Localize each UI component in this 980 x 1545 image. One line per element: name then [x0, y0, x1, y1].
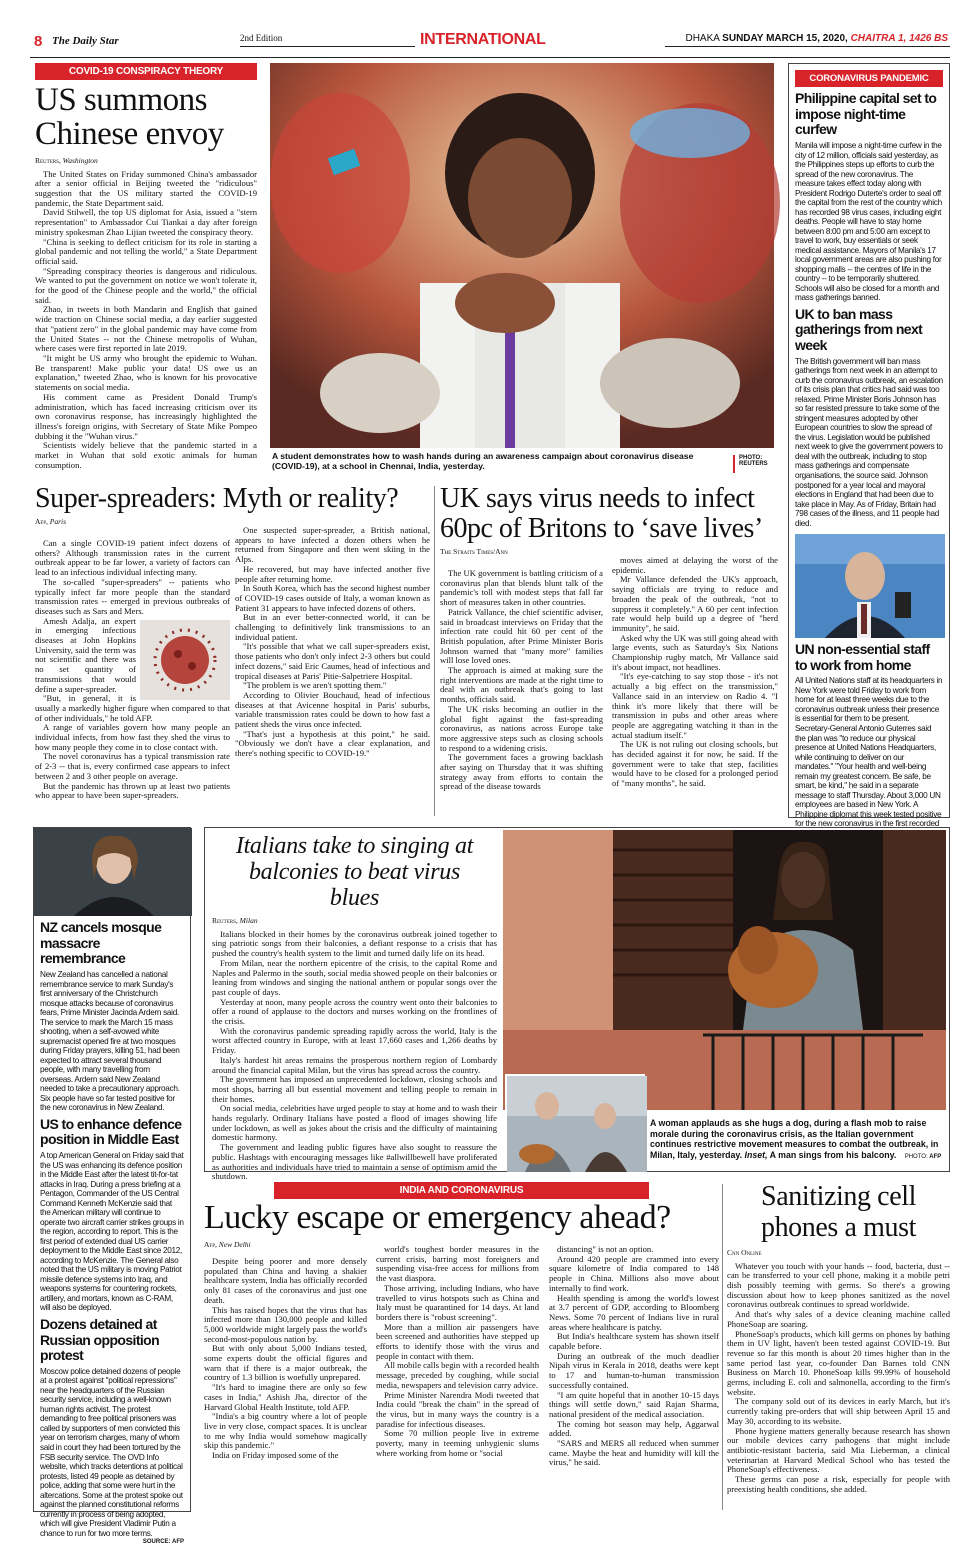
milan-photo-illustration — [503, 830, 946, 1110]
un-staff-headline: UN non-essential staff to work from home — [795, 641, 930, 673]
india-col1: Despite being poorer and more densely populated than China and having a shakier healthcare system, India has officially recorded only 81 cases of the coronavirus and just one death. This has raised hopes that the virus that has infected more than 130,000 people and killed 5,000 worldwide might largely pass the world's second-most-populous nation by. But with only about 5,000 Indians tested, some experts doubt the official figures and warn that if there is a major outbreak, the country of 1.3 billion is woefully unprepared. "It's hard to imagine there are only so few cases in India," Ashish Jha, director of the Harvard Global Health Institute, told AFP. "India's a big country where a lot of people live in very close, compact spaces. It is unclear to me why India would somehow magically skip this pandemic." India on Friday imposed some of the — [204, 1256, 367, 1461]
singer-inset-photo — [505, 1074, 645, 1170]
nz-mosque-headline: NZ cancels mosque massacre remembrance — [40, 919, 162, 967]
page-number: 8 — [34, 33, 43, 50]
guterres-photo-illustration — [795, 534, 945, 638]
uk-virus-headline: UK says virus needs to infect 60pc of Britons to ‘save lives’ — [440, 483, 763, 544]
ardern-photo — [34, 828, 190, 916]
uk-virus-col2: moves aimed at delaying the worst of the epidemic. Mr Vallance defended the UK's approach, saying officials are trying to reduce and broaden the peak of the outbreak, "not to suppress it completely." A 60 per cent infection rate would help build up a degree of "herd immunity", he said. Asked why the UK was still going ahead with large events, such as Saturday's Six Nations Championship rugby match, Mr Vallance said it's about impact, not headlines. "It's eye-catching to say stop those - it's not actually a big effect on the transmission," Vallance said in an interview on Radio 4. "I think it's more likely that there will be transmission in pubs and other areas where people are aggregating watching it than in the actual stadium itself." The UK is not ruling out closing schools, but has decided against it for now, he said. If the government were to take that step, facilities would have to be closed for a prolonged period of "many months", he said. — [612, 555, 779, 789]
russia-protest-headline: Dozens detained at Russian opposition protest — [40, 1315, 160, 1364]
dateline-bangla: CHAITRA 1, 1426 BS — [850, 33, 948, 44]
chennai-handwash-photo — [270, 63, 774, 448]
india-col2: world's toughest border measures in the current crisis, barring most foreigners and suspending visa-free access for millions from the vast diaspora. Those arriving, including Indians, who have travelled to virus hotspots such as China and Italy must be quarantined for 14 days. At land borders there is "robust screening". More than a million air passengers have been screened and authorities have stepped up efforts to identify those with the virus and people in contact with them. All mobile calls begin with a recorded health message, preceded by coughing, while social media, newspapers and television carry advice. Prime Minister Narendra Modi tweeted that India could "break the chain" in the spread of the virus, but in many ways the country is a paradise for infectious diseases. Some 70 million people live in extreme poverty, many in teeming unhygienic slums where working from home or "social — [376, 1244, 539, 1458]
us-china-headline: US summons Chinese envoy — [35, 82, 224, 153]
super-spreaders-headline: Super-spreaders: Myth or reality? — [35, 483, 399, 514]
phones-story — [727, 1182, 950, 1514]
italians-headline: Italians take to singing at balconies to beat virus blues — [235, 833, 474, 911]
singer-photo-illustration — [507, 1076, 647, 1172]
india-story — [204, 1182, 719, 1514]
header-rule-left — [240, 46, 415, 47]
chennai-photo-illustration — [270, 63, 774, 448]
right-sidebar — [788, 63, 950, 829]
dateline-city: DHAKA — [685, 33, 720, 44]
masthead-logo: The Daily Star — [52, 35, 119, 47]
vertical-divider-1 — [434, 486, 435, 816]
us-defence-text: A top American General on Friday said that the US was enhancing its defence position in the Middle East after the latest tit-for-tat attacks in Iraq. During a press briefing at a Pentagon, Commander of the US Central Command Kenneth McKenzie said that the American military will continue to operate two aircraft carrier strikes groups in the region, according to report. This is the first period of extended dual US carrier deployment to the Middle East since 2012, according to McKenzie. The General also noted that the US military is moving Patriot missile defence systems into Iraq, and weapons systems for countering rockets, artillery, and mortars, known as C-RAM, will also be deployed. — [40, 1151, 184, 1313]
india-kicker: INDIA AND CORONAVIRUS — [274, 1182, 649, 1199]
us-china-kicker: COVID-19 CONSPIRACY THEORY — [35, 63, 257, 80]
us-china-byline: Reuters, Washington — [35, 155, 98, 165]
left-sidebar — [33, 827, 191, 1545]
us-china-story — [35, 63, 257, 473]
chennai-photo-caption: A student demonstrates how to wash hands during an awareness campaign about coronavirus disease (COVID-19), at a school in Chennai, India, yesterday. — [272, 451, 694, 472]
super-spreaders-byline: Afp, Paris — [35, 517, 66, 527]
header-bottom-rule — [30, 57, 950, 58]
italians-body: Italians blocked in their homes by the coronavirus outbreak joined together to sing patriotic songs from their balconies, a defiant response to a crisis that has pushed the country's health system to the limit and turned daily life on its head. From Milan, near the northern epicentre of the crisis, to the capital Rome and Naples and Palermo in the south, social media showed people on their balconies or leaning from windows and singing the national anthem or popular songs over the past couple of days. Yesterday at noon, many people across the country went onto their balconies to offer a round of applause to the doctors and nurses working on the frontlines of the crisis. With the coronavirus pandemic spreading rapidly across the world, Italy is the worst affected country in Europe, with at least 17,660 cases and 1,266 deaths by Friday. Italy's hardest hit areas remains the prosperous northern region of Lombardy around the financial capital Milan, but the virus has spread across the country. The government has imposed an unprecedented lockdown, closing schools and most shops, barring all but essential movement and telling people to remain in their homes. On social media, celebrities have urged people to stay at home and to wash their hands regularly. Ordinary Italians have posted a flood of images showing life under lockdown, as well as jokes about the crisis and the difficulty of maintaining domestic harmony. The government and leading public figures have also sought to reassure the public. Hashtags with encouraging messages like #allwillbewell have proliferated as authorities and individuals have tried to maintain a sense of optimism amid the shutdown. — [212, 928, 497, 1182]
uk-gatherings-headline: UK to ban mass gatherings from next week — [795, 305, 923, 354]
uk-gatherings-text: The British government will ban mass gatherings from next week in an attempt to curb the coronavirus outbreak, an escalation of its crisis plan that critics had said was too relaxed. Prime Minister Boris Johnson has so far resisted pressure to take some of the stringent measures adopted by other European countries to slow the spread of the virus. Legislation would be published next week to give the government powers to deal with the outbreak, including to stop mass gatherings and compensate organisations, the source said. Johnson postponed for a year local and mayoral elections in England that had been due to take place in May. As of Friday, Britain had 798 cases of the illness, and 11 people had died. — [795, 356, 943, 528]
header-rule-right — [665, 46, 950, 47]
un-staff-text: All United Nations staff at its headquarters in New York were told Friday to work from home for at least three weeks due to the coronavirus outbreak unless their presence is essential for them to be present. Secretary-General Antonio Guterres said the plan was "to reduce our physical presence at United Nations Headquarters, while continuing to deliver on our mandates." "Your health and well-being remain my greatest concern. Be safe, be smart, be kind," he said in a separate message to staff Thursday. About 3,000 UN employees are based in New York. A Philippine diplomat this week tested positive for the new coronavirus in the first recorded — [795, 676, 943, 829]
india-col3: distancing" is not an option. Around 420 people are crammed into every square kilometre of India compared to 148 people in China. Millions also move about internally to find work. Health spending is among the world's lowest at 3.7 percent of GDP, according to Bloomberg News. Some 70 percent of Indians live in rural areas where healthcare is patchy. But India's healthcare system has shown itself capable before. During an outbreak of the much deadlier Nipah virus in Kerala in 2018, deaths were kept to 17 and human-to-human transmission successfully contained. "I am quite hopeful that in another 10-15 days things will settle down," said Rajan Sharma, national president of the medical association. The coming hot season may help, Aggarwal added. "SARS and MERS all reduced when summer came. Maybe the heat and humidity will kill the virus," he said. — [549, 1244, 719, 1468]
phones-byline: Cnn Online — [727, 1247, 762, 1257]
philippine-headline: Philippine capital set to impose night-time curfew — [795, 90, 937, 138]
right-sidebar-kicker: CORONAVIRUS PANDEMIC — [795, 70, 943, 87]
super-spreaders-col1: Can a single COVID-19 patient infect dozens of others? Although transmission rates in the current outbreak appear to be far lower, a variety of factors can lead to an infectious individual infecting many. The so-called "super-spreaders" -- patients who typically infect far more people than the standard transmission rates -- emerged in previous outbreaks of diseases such as Sars and Mers. Amesh Adalja, an expert in emerging infectious diseases at John Hopkins University, said the term was not scientific and there was no set quantity of transmissions that would define a super-spreader. "But, in general, it is usually a markedly higher figure when compared to that of other individuals," he told AFP. A range of variables govern how many people an individual infects, from how fast they shed the virus to how many people they come in to close contact with. The novel coronavirus has a typical transmission rate of 2-3 -- that is, every confirmed case appears to infect between 2 and 3 other people on average. But the pandemic has thrown up at least two patients who appear to have been super-spreaders. — [35, 538, 230, 801]
uk-virus-story — [440, 484, 778, 819]
virus-illustration — [140, 620, 230, 700]
vertical-divider-2 — [722, 1184, 723, 1510]
super-spreaders-story — [35, 484, 430, 819]
russia-protest-text: Moscow police detained dozens of people at a protest against "political repressions" near the headquarters of the Russian security service, including a well-known human rights activist. The protest demanding to free political prisoners was called by supporters of men convicted this year on terrorism charges, many of whom said in court they had been tortured by the FSB security service. The OVD Info website, which tracks detentions at political protests, listed 49 people as detained by police, adding that some were hurt in the altercations. Some at the protest spoke out against the planned constitutional reforms currently in process of being adopted, which will give President Vladimir Putin a chance to run for two more terms. — [40, 1366, 183, 1538]
super-spreaders-col2: One suspected super-spreader, a British national, appears to have infected a dozen others when he returned from Singapore and then went skiing in the Alps. He recovered, but may have infected another five people after returning home. In South Korea, which has the second highest number of COVID-19 cases outside of Italy, a woman known as Patient 31 appears to have infected dozens of others. But in an ever better-connected world, it can be challenging to definitively link transmissions to an individual patient. "It's possible that what we call super-spreaders exist, those patients who don't only infect 2-3 others but could infect dozens," said Eric Caumes, head of infectious and tropical diseases at Paris' Pitie-Salpetriere Hospital. "The problem is we aren't spotting them." According to Olivier Bouchaud, head of infectious diseases at that Avicenne hospital in Paris' suburbs, variable transmission rates could be down to how fast a patient sheds the virus once infected. "That's just a hypothesis at this point," he said. "Obviously we don't have a clear explanation, and there's nothing specific to COVID-19." — [235, 525, 430, 759]
uk-virus-col1: The UK government is battling criticism of a coronavirus plan that blends blunt talk of the pandemic's toll with modest steps that fall far short of measures taken in other countries. Patrick Vallance, the chief scientific adviser, said in broadcast interviews on Friday that the infection rate could hit 60 per cent of the British population, after Prime Minister Boris Johnson warned that "many more" families will lose loved ones. The approach is aimed at making sure the right interventions are made at the right time to deal with an outbreak that's going to last months, officials said. The UK risks becoming an outlier in the global fight against the fast-spreading coronavirus, as nations across Europe take more aggressive steps such as closing schools to respond to a widening crisis. The government faces a growing backlash after saying on Thursday that it was shifting strategy away from efforts to contain the spread of the disease towards — [440, 568, 603, 792]
left-sidebar-source: SOURCE: AFP — [142, 1539, 184, 1545]
guterres-photo — [795, 534, 943, 638]
italians-byline: Reuters, Milan — [212, 915, 258, 925]
dateline — [685, 33, 948, 44]
us-china-body: The United States on Friday summoned China's ambassador after a senior official in Beijing tweeted the "ridiculous" suggestion that the US military started the COVID-19 pandemic, the State Department said. David Stilwell, the top US diplomat for Asia, issued a "stern representation" to Ambassador Cui Tiankai a day after foreign ministry spokesman Zhao Lijian tweeted the conspiracy theory. "China is seeking to deflect criticism for its role in starting a global pandemic and not telling the world," a State Department official said. "Spreading conspiracy theories is dangerous and ridiculous. We wanted to put the government on notice we won't tolerate it, for the good of the Chinese people and the world," the official said. Zhao, in tweets in both Mandarin and English that gained wide traction on Chinese social media, a day earlier suggested that "patient zero" in the global pandemic may have come from the United States -- not the Chinese metropolis of Wuhan, where cases were first reported in late 2019. "It might be US army who brought the epidemic to Wuhan. Be transparent! Make public your data! US owe us an explanation," tweeted Zhao, who is known for his provocative statements on social media. His comment came as President Donald Trump's administration, which has faced increasing criticism over its own coronavirus response, has increasingly highlighted the illness's foreign origins, with Secretary of State Mike Pompeo dubbing it the "Wuhan virus." Scientists widely believe that the pandemic started in a market in Wuhan that sold exotic animals for human consumption. — [35, 168, 257, 470]
phones-body: Whatever you touch with your hands -- food, bacteria, dust -- can be transferred to your cell phone, making it a mobile petri dish possibly teeming with germs. So there's a growing discussion about how to keep phones sanitized as the novel coronavirus outbreak continues to spread worldwide. And that's why sales of a device cleaning machine called PhoneSoap are soaring. PhoneSoap's products, which kill germs on phones by bathing them in UV light, haven't been tested against COVID-19. But revenue so far this month is about 20 times higher than in the same period last year, co-founder Dan Barnes told CNN Business on March 10. PhoneSoap kills 99.99% of household germs, including E. coli and salmonella, according to the firm's website. The company sold out of its devices in early March, but it's currently taking pre-orders that will ship between April 15 and May 30, according to its website. Phone hygiene matters generally because research has shown our mobile devices carry pathogens that might include antibiotic-resistant bacteria, said Mia Lieberman, a clinical veterinarian at Harvard Medical School who has tested the PhoneSoap's effectiveness. These germs can pose a risk, especially for people with preexisting health conditions, she added. — [727, 1260, 950, 1494]
phones-headline: Sanitizing cell phones a must — [760, 1181, 916, 1243]
uk-virus-byline: The Straits Times/Ann — [440, 547, 508, 557]
chennai-photo-credit: PHOTO: REUTERS — [733, 455, 775, 473]
coronavirus-icon — [140, 620, 230, 700]
edition-label: 2nd Edition — [240, 33, 283, 43]
nz-mosque-text: New Zealand has cancelled a national remembrance service to mark Sunday's first anniversary of the Christchurch mosque attacks because of coronavirus fears, Prime Minister Jacinda Ardern said. The service to mark the March 15 mass shooting, when a self-avowed white supremacist opened fire at two mosques during Friday prayers, killing 51, had been expected to attract several thousand people, with many travelling from overseas. Ardern said New Zealand needed to take a precautionary approach. Six people have so far tested positive for the new coronavirus in New Zealand. — [40, 970, 180, 1113]
page-header — [30, 30, 950, 56]
india-headline: Lucky escape or emergency ahead? — [204, 1199, 671, 1236]
us-defence-headline: US to enhance defence position in Middle East — [40, 1115, 182, 1148]
philippine-text: Manila will impose a night-time curfew in the city of 12 million, officials said yesterday, as the Philippines steps up efforts to curb the spread of the new coronavirus. The measure takes effect today along with President Rodrigo Duterte's order to seal off the capital from the rest of the country which has recorded 98 virus cases, including eight deaths. People will have to stay home between 8:00 pm and 5:00 am except to travel to work, buy essentials or seek medical assistance. Mayors of Manila's 17 local government areas are also pushing for shopping malls -- the centres of life in the country -- to be temporarily shuttered. Schools will also be closed for a month and mass gatherings banned. — [795, 141, 942, 303]
india-byline: Afp, New Delhi — [204, 1240, 251, 1250]
milan-balcony-photo — [503, 830, 946, 1110]
section-title: INTERNATIONAL — [420, 31, 546, 48]
milan-photo-caption: A woman applauds as she hugs a dog, during a flash mob to raise morale during the coronavirus crisis, as the Italian government continues restrictive movement measures to combat the outbreak, in Milan, Italy, yesterday. Inset, A man sings from his balcony. PHOTO: AFP — [650, 1118, 942, 1160]
dateline-date: SUNDAY MARCH 15, 2020, — [722, 33, 848, 44]
italians-story — [212, 830, 497, 1182]
ardern-photo-illustration — [34, 828, 192, 916]
